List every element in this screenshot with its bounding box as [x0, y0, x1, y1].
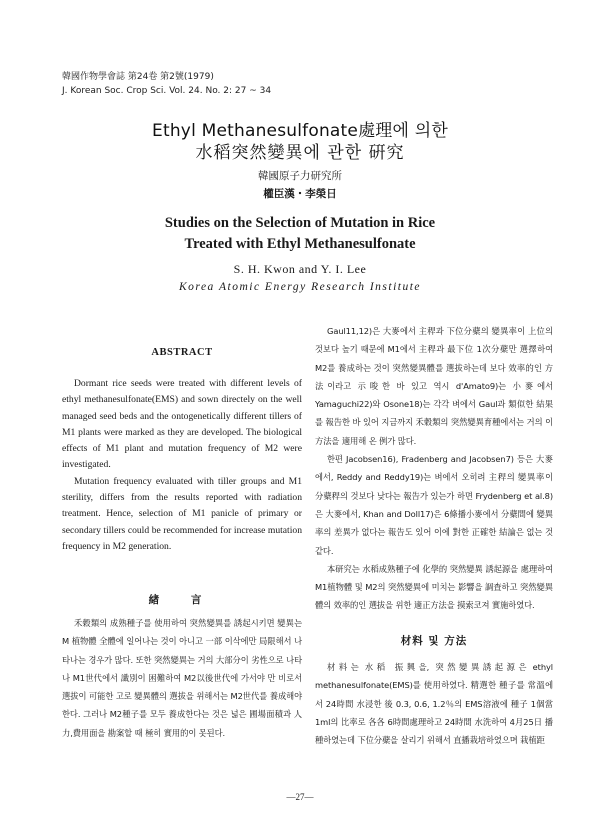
body-paragraph: Gaul11,12)은 大麥에서 主稈과 下位分蘗의 變異率이 上位의 것보다 높기 때문에 M1에서 主稈과 最下位 1次分蘗만 選擇하여 M2를 養成하는 것이 突然變異體를 選拔하는데 보다 效率的인 方法이라고 示唆한 바 있고 역시 d'Amato9)는 小麥에서 Yamaguchi22)와 Osone18)는 각각 벼에서 Gaul과 類似한 結果를 報告한 바 있어 지금까지 禾穀類의 突然變異育種에서는 거의 이 方法을 適用해 온 例가 많다.: [315, 326, 553, 446]
body-paragraph: 本研究는 水稻成熟種子에 化學的 突然變異 誘起源을 處理하여 M1植物體 및 M2의 突然變異에 미치는 影響을 調査하고 突然變異體의 效率的인 選拔을 위한 適正方法을 摸索코져 實施하였다.: [315, 563, 553, 611]
abstract-heading: ABSTRACT: [151, 347, 213, 358]
introduction-body: [62, 614, 302, 742]
korean-institution: 韓國原子力研究所: [258, 170, 342, 182]
introduction-heading: 緖 言: [148, 594, 216, 606]
page-number: —27—: [286, 792, 314, 802]
korean-title-line-2: 水稻突然變異에 관한 硏究: [195, 143, 405, 163]
materials-methods-body: [315, 658, 553, 749]
introduction-paragraph: 禾穀類의 成熟種子를 使用하여 突然變異를 誘起시키면 變異는 M 植物體 全體에 일어나는 것이 아니고 一部 이삭에만 局限해서 나타나는 경우가 많다. 또한 突然變異는 거의 大部分이 劣性으로 나타나 M1世代에서 識別이 困難하여 M2以後世代에 가서야 만 비로서 選拔이 可能한 고로 變異體의 選拔을 위해서는 M2世代를 養成해야 한다. 그러나 M2種子를 모두 養成한다는 것은 넓은 圃場面積과 人力,費用面을 勘案할 때 極히 實用的이 못된다.: [62, 618, 302, 738]
materials-methods-heading: 材料 및 方法: [400, 635, 468, 647]
journal-citation-ko: 韓國作物學會誌 第24卷 第2號(1979): [62, 72, 214, 82]
journal-header: [62, 70, 271, 98]
english-authors: S. H. Kwon and Y. I. Lee: [233, 262, 367, 276]
journal-citation-en: J. Korean Soc. Crop Sci. Vol. 24. No. 2: 27 ~ 34: [62, 86, 272, 96]
abstract-paragraph: Dormant rice seeds were treated with different levels of ethyl methanesulfonate(EMS) and sown directely on the well managed seed beds and the ontogenetically different tillers of M1 plants were marked as they are developed. The biological effects of M1 plant and mutation frequency of M2 were investigated.: [62, 378, 302, 471]
english-title-line-2: Treated with Ethyl Methanesulfonate: [184, 236, 416, 252]
abstract-paragraph: Mutation frequency evaluated with tiller groups and M1 sterility, differs from the results reported with radiation treatment. Hence, selection of M1 panicle of primary or secondary tillers could be recommended for increase mutation frequency in M2 generation.: [62, 475, 302, 552]
abstract-body: [62, 376, 302, 555]
english-institution: Korea Atomic Energy Research Institute: [178, 281, 422, 293]
korean-authors: 權臣漢・李榮日: [263, 188, 337, 200]
right-column-body: [315, 322, 553, 615]
english-title-line-1: Studies on the Selection of Mutation in Rice: [164, 215, 436, 231]
korean-title-line-1: Ethyl Methanesulfonate處理에 의한: [152, 121, 448, 141]
body-paragraph: 材料는 水稻 振興을, 突然變異誘起源은 ethyl methanesulfonate(EMS)를 使用하였다. 精選한 種子를 常溫에서 24時間 水浸한 後 0.3, 0.6, 1.2％의 EMS溶液에 種子 1個當 1ml의 比率로 各各 6時間處理하고 24時間 水洗하여 4月25日 播種하였는데 下位分蘗을 살리기 위해서 直播栽培하였으며 栽植距: [315, 662, 553, 746]
body-paragraph: 한편 Jacobsen16), Fradenberg and Jacobsen7) 등은 大麥에서, Reddy and Reddy19)는 벼에서 오히려 主稈의 變異率이 分蘗稈의 것보다 낮다는 報告가 있는가 하면 Frydenberg et al.8) 은 大麥에서, Khan and Doll17)은 6條播小麥에서 分蘗間에 變異率의 差異가 없다는 報告도 있어 이에 對한 正確한 結論은 없는 것 같다.: [315, 454, 553, 556]
